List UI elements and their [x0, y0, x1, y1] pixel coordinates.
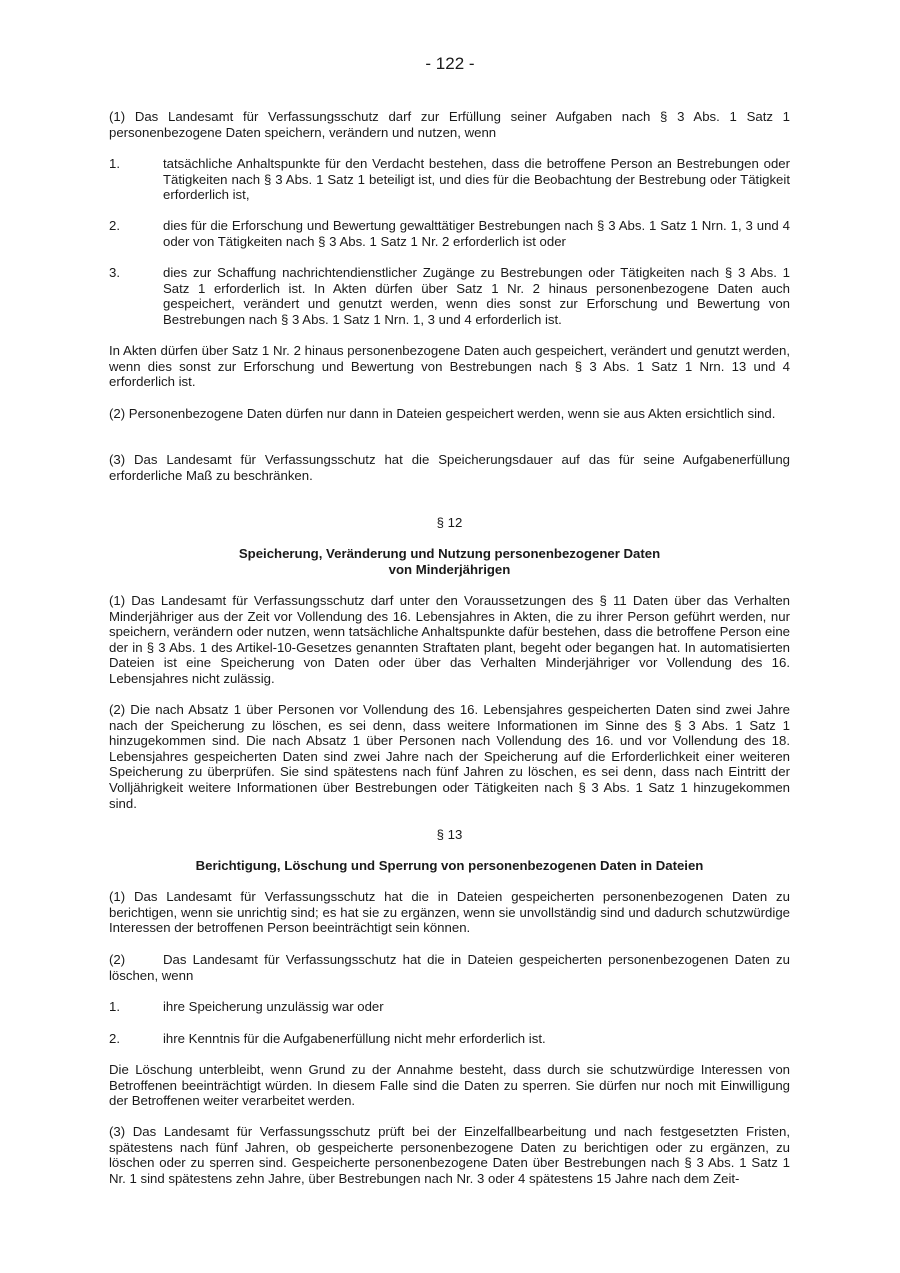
list-item-text: dies zur Schaffung nachrichtendienstlicher Zugänge zu Bestrebungen oder Tätigkeiten nach § 3 Abs. 1 Satz 1 erforderlich ist. In Akten dürfen über Satz 1 Nr. 2 hinaus personenbezogene Daten auch gespeichert, verändert und genutzt werden, wenn dies sonst zur Erforschung und Bewertung von Bestrebungen nach § 3 Abs. 1 Satz 1 Nrn. 1, 3 und 4 erforderlich ist. [163, 265, 790, 327]
paragraph-13-2 [109, 952, 790, 983]
section-12-heading: § 12 [436, 515, 463, 530]
list-item-number: 1. [109, 999, 120, 1014]
paragraph-akten: In Akten dürfen über Satz 1 Nr. 2 hinaus personenbezogene Daten auch gespeichert, verändert und genutzt werden, wenn dies sonst zur Erforschung und Bewertung von Bestrebungen nach § 3 Abs. 1 Satz 1 Nrn. 13 und 4 erforderlich ist. [109, 343, 790, 390]
paragraph-12-1: (1) Das Landesamt für Verfassungsschutz darf unter den Voraussetzungen des § 11 Daten über das Verhalten Minderjähriger aus der Zeit vor Vollendung des 16. Lebensjahres in Akten, die zu ihrer Person geführt werden, nur speichern, verändern oder nutzen, wenn tatsächliche Anhaltspunkte dafür bestehen, dass die betroffene Person eine der in § 3 Abs. 1 des Artikel-10-Gesetzes genannten Straftaten plant, begeht oder begangen hat. In automatisierten Dateien ist eine Speicherung von Daten oder über das Verhalten Minderjähriger vor Vollendung des 16. Lebensjahres nicht zulässig. [109, 593, 790, 686]
section-13-title: Berichtigung, Löschung und Sperrung von personenbezogenen Daten in Dateien [195, 858, 704, 873]
list-item-text: dies für die Erforschung und Bewertung gewalttätiger Bestrebungen nach § 3 Abs. 1 Satz 1 Nrn. 1, 3 und 4 oder von Tätigkeiten nach § 3 Abs. 1 Satz 1 Nr. 2 erforderlich ist oder [163, 218, 790, 249]
section-12-title-line-1: Speicherung, Veränderung und Nutzung personenbezogener Daten [238, 546, 661, 561]
list-item-text: ihre Speicherung unzulässig war oder [163, 999, 384, 1014]
page-number: - 122 - [425, 54, 475, 73]
section-13-heading: § 13 [436, 827, 463, 842]
paragraph-11-2: (2) Personenbezogene Daten dürfen nur dann in Dateien gespeichert werden, wenn sie aus Akten ersichtlich sind. [109, 406, 776, 421]
paragraph-13-2-label: (2) [109, 952, 126, 967]
paragraph-13-1: (1) Das Landesamt für Verfassungsschutz hat die in Dateien gespeicherten personenbezogenen Daten zu berichtigen, wenn sie unrichtig sind; es hat sie zu ergänzen, wenn sie unvollständig sind und dadurch schutzwürdige Interessen der betroffenen Person beeinträchtigt sein können. [109, 889, 790, 936]
paragraph-loeschung: Die Löschung unterbleibt, wenn Grund zu der Annahme besteht, dass durch sie schutzwürdige Interessen von Betroffenen beeinträchtigt würden. In diesem Falle sind die Daten zu sperren. Sie dürfen nur noch mit Einwilligung der Betroffenen weiter verarbeitet werden. [109, 1062, 790, 1109]
list-item-number: 2. [109, 218, 120, 233]
paragraph-13-2-text: Das Landesamt für Verfassungsschutz hat die in Dateien gespeicherten personenbezogenen Daten zu löschen, wenn [109, 952, 790, 983]
section-12-title-line-2: von Minderjährigen [388, 562, 511, 577]
paragraph-11-3: (3) Das Landesamt für Verfassungsschutz hat die Speicherungsdauer auf das für seine Aufgabenerfüllung erforderliche Maß zu beschränken. [109, 452, 790, 483]
list-item-number: 3. [109, 265, 120, 280]
paragraph-13-3: (3) Das Landesamt für Verfassungsschutz prüft bei der Einzelfallbearbeitung und nach festgesetzten Fristen, spätestens nach fünf Jahren, ob gespeicherte personenbezogene Daten zu berichtigen oder zu ergänzen, zu löschen oder zu sperren sind. Gespeicherte personenbezogene Daten über Bestrebungen nach § 3 Abs. 1 Satz 1 Nr. 1 sind spätestens zehn Jahre, über Bestrebungen nach Nr. 3 oder 4 spätestens 15 Jahre nach dem Zeit- [109, 1124, 790, 1186]
list-item-number: 2. [109, 1031, 120, 1046]
paragraph-12-2: (2) Die nach Absatz 1 über Personen vor Vollendung des 16. Lebensjahres gespeicherten Daten sind zwei Jahre nach der Speicherung zu löschen, es sei denn, dass weitere Informationen im Sinne des § 3 Abs. 1 Satz 1 hinzugekommen sind. Die nach Absatz 1 über Personen nach Vollendung des 16. und vor Vollendung des 18. Lebensjahres gespeicherten Daten sind zwei Jahre nach der Speicherung auf die Erforderlichkeit einer weiteren Speicherung zu überprüfen. Sie sind spätestens nach fünf Jahren zu löschen, es sei denn, dass nach Eintritt der Volljährigkeit weitere Informationen über Bestrebungen oder Tätigkeiten nach § 3 Abs. 1 Satz 1 hinzugekommen sind. [109, 702, 790, 811]
list-item-text: tatsächliche Anhaltspunkte für den Verdacht bestehen, dass die betroffene Person an Bestrebungen oder Tätigkeiten nach § 3 Abs. 1 Satz 1 beteiligt ist, und dies für die Beobachtung der Bestrebung oder Tätigkeit erforderlich ist, [163, 156, 790, 203]
paragraph-11-1: (1) Das Landesamt für Verfassungsschutz darf zur Erfüllung seiner Aufgaben nach § 3 Abs. 1 Satz 1 personenbezogene Daten speichern, verändern und nutzen, wenn [109, 109, 790, 140]
list-item-text: ihre Kenntnis für die Aufgabenerfüllung nicht mehr erforderlich ist. [163, 1031, 546, 1046]
list-item-number: 1. [109, 156, 120, 171]
